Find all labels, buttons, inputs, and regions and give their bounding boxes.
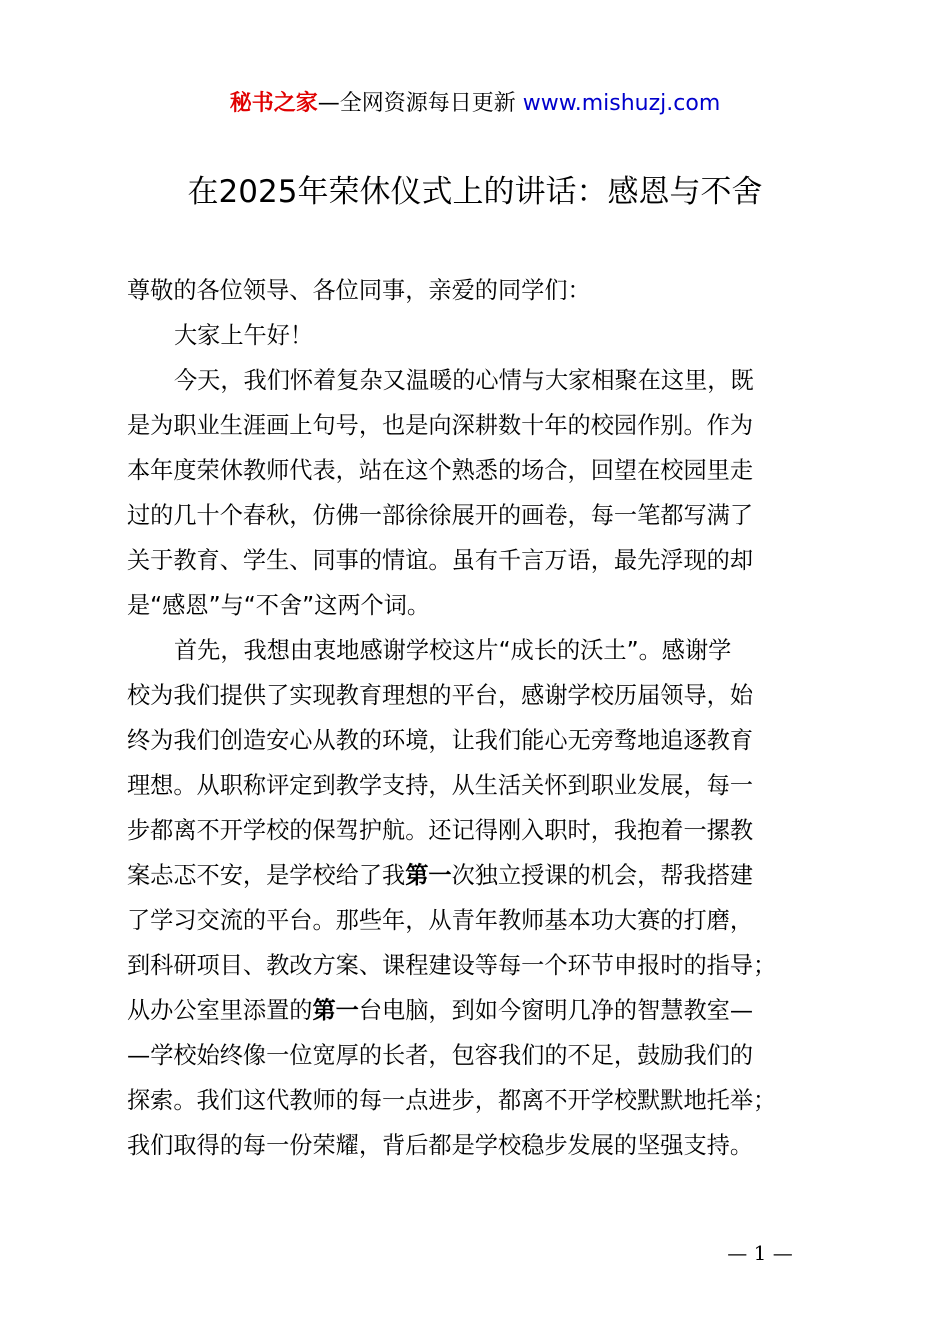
- text-segment: 次独立授课的机会，帮我搭建: [451, 862, 754, 889]
- text-line: 探索。我们这代教师的每一点进步，都离不开学校默默地托举；: [127, 1087, 777, 1114]
- text-line: 今天，我们怀着复杂又温暖的心情与大家相聚在这里，既: [174, 367, 754, 394]
- text-line: 本年度荣休教师代表，站在这个熟悉的场合，回望在校园里走: [127, 457, 754, 484]
- text-line: 终为我们创造安心从教的环境，让我们能心无旁骛地追逐教育: [127, 727, 754, 754]
- text-line: 到科研项目、教改方案、课程建设等每一个环节申报时的指导；: [127, 952, 777, 979]
- page-title: 在2025年荣休仪式上的讲话：感恩与不舍: [187, 174, 763, 210]
- document-body: [127, 268, 847, 1168]
- greeting: 大家上午好！: [174, 322, 314, 349]
- text-line: 是“感恩”与“不舍”这两个词。: [127, 592, 431, 619]
- text-line: 是为职业生涯画上句号，也是向深耕数十年的校园作别。作为: [127, 412, 754, 439]
- bold-emphasis: 第一: [405, 862, 452, 889]
- text-line: 理想。从职称评定到教学支持，从生活关怀到职业发展，每一: [127, 772, 754, 799]
- text-line: 过的几十个春秋，仿佛一部徐徐展开的画卷，每一笔都写满了: [127, 502, 754, 529]
- salutation: 尊敬的各位领导、各位同事，亲爱的同学们：: [127, 277, 591, 304]
- text-line: 校为我们提供了实现教育理想的平台，感谢学校历届领导，始: [127, 682, 754, 709]
- text-line: [127, 853, 847, 898]
- text-line: 关于教育、学生、同事的情谊。虽有千言万语，最先浮现的却: [127, 547, 754, 574]
- text-line: —学校始终像一位宽厚的长者，包容我们的不足，鼓励我们的: [127, 1042, 754, 1069]
- text-segment: 案忐忑不安，是学校给了我: [127, 862, 406, 889]
- page-number: — 1 —: [727, 1241, 793, 1265]
- text-line: [127, 988, 847, 1033]
- text-segment: 从办公室里添置的: [127, 997, 313, 1024]
- text-segment: 台电脑，到如今窗明几净的智慧教室—: [358, 997, 754, 1024]
- text-line: 我们取得的每一份荣耀，背后都是学校稳步发展的坚强支持。: [127, 1132, 754, 1159]
- brand-name: 秘书之家: [229, 91, 318, 116]
- bold-emphasis: 第一: [312, 997, 359, 1024]
- header-tagline: —全网资源每日更新: [317, 91, 523, 116]
- text-line: 首先，我想由衷地感谢学校这片“成长的沃土”。感谢学: [174, 637, 732, 664]
- paragraph-1: [127, 358, 847, 628]
- text-line: 步都离不开学校的保驾护航。还记得刚入职时，我抱着一摞教: [127, 817, 754, 844]
- paragraph-2: [127, 628, 847, 1168]
- site-url-link[interactable]: www.mishuzj.com: [522, 91, 721, 116]
- site-header: [0, 88, 950, 120]
- text-line: 了学习交流的平台。那些年，从青年教师基本功大赛的打磨，: [127, 907, 754, 934]
